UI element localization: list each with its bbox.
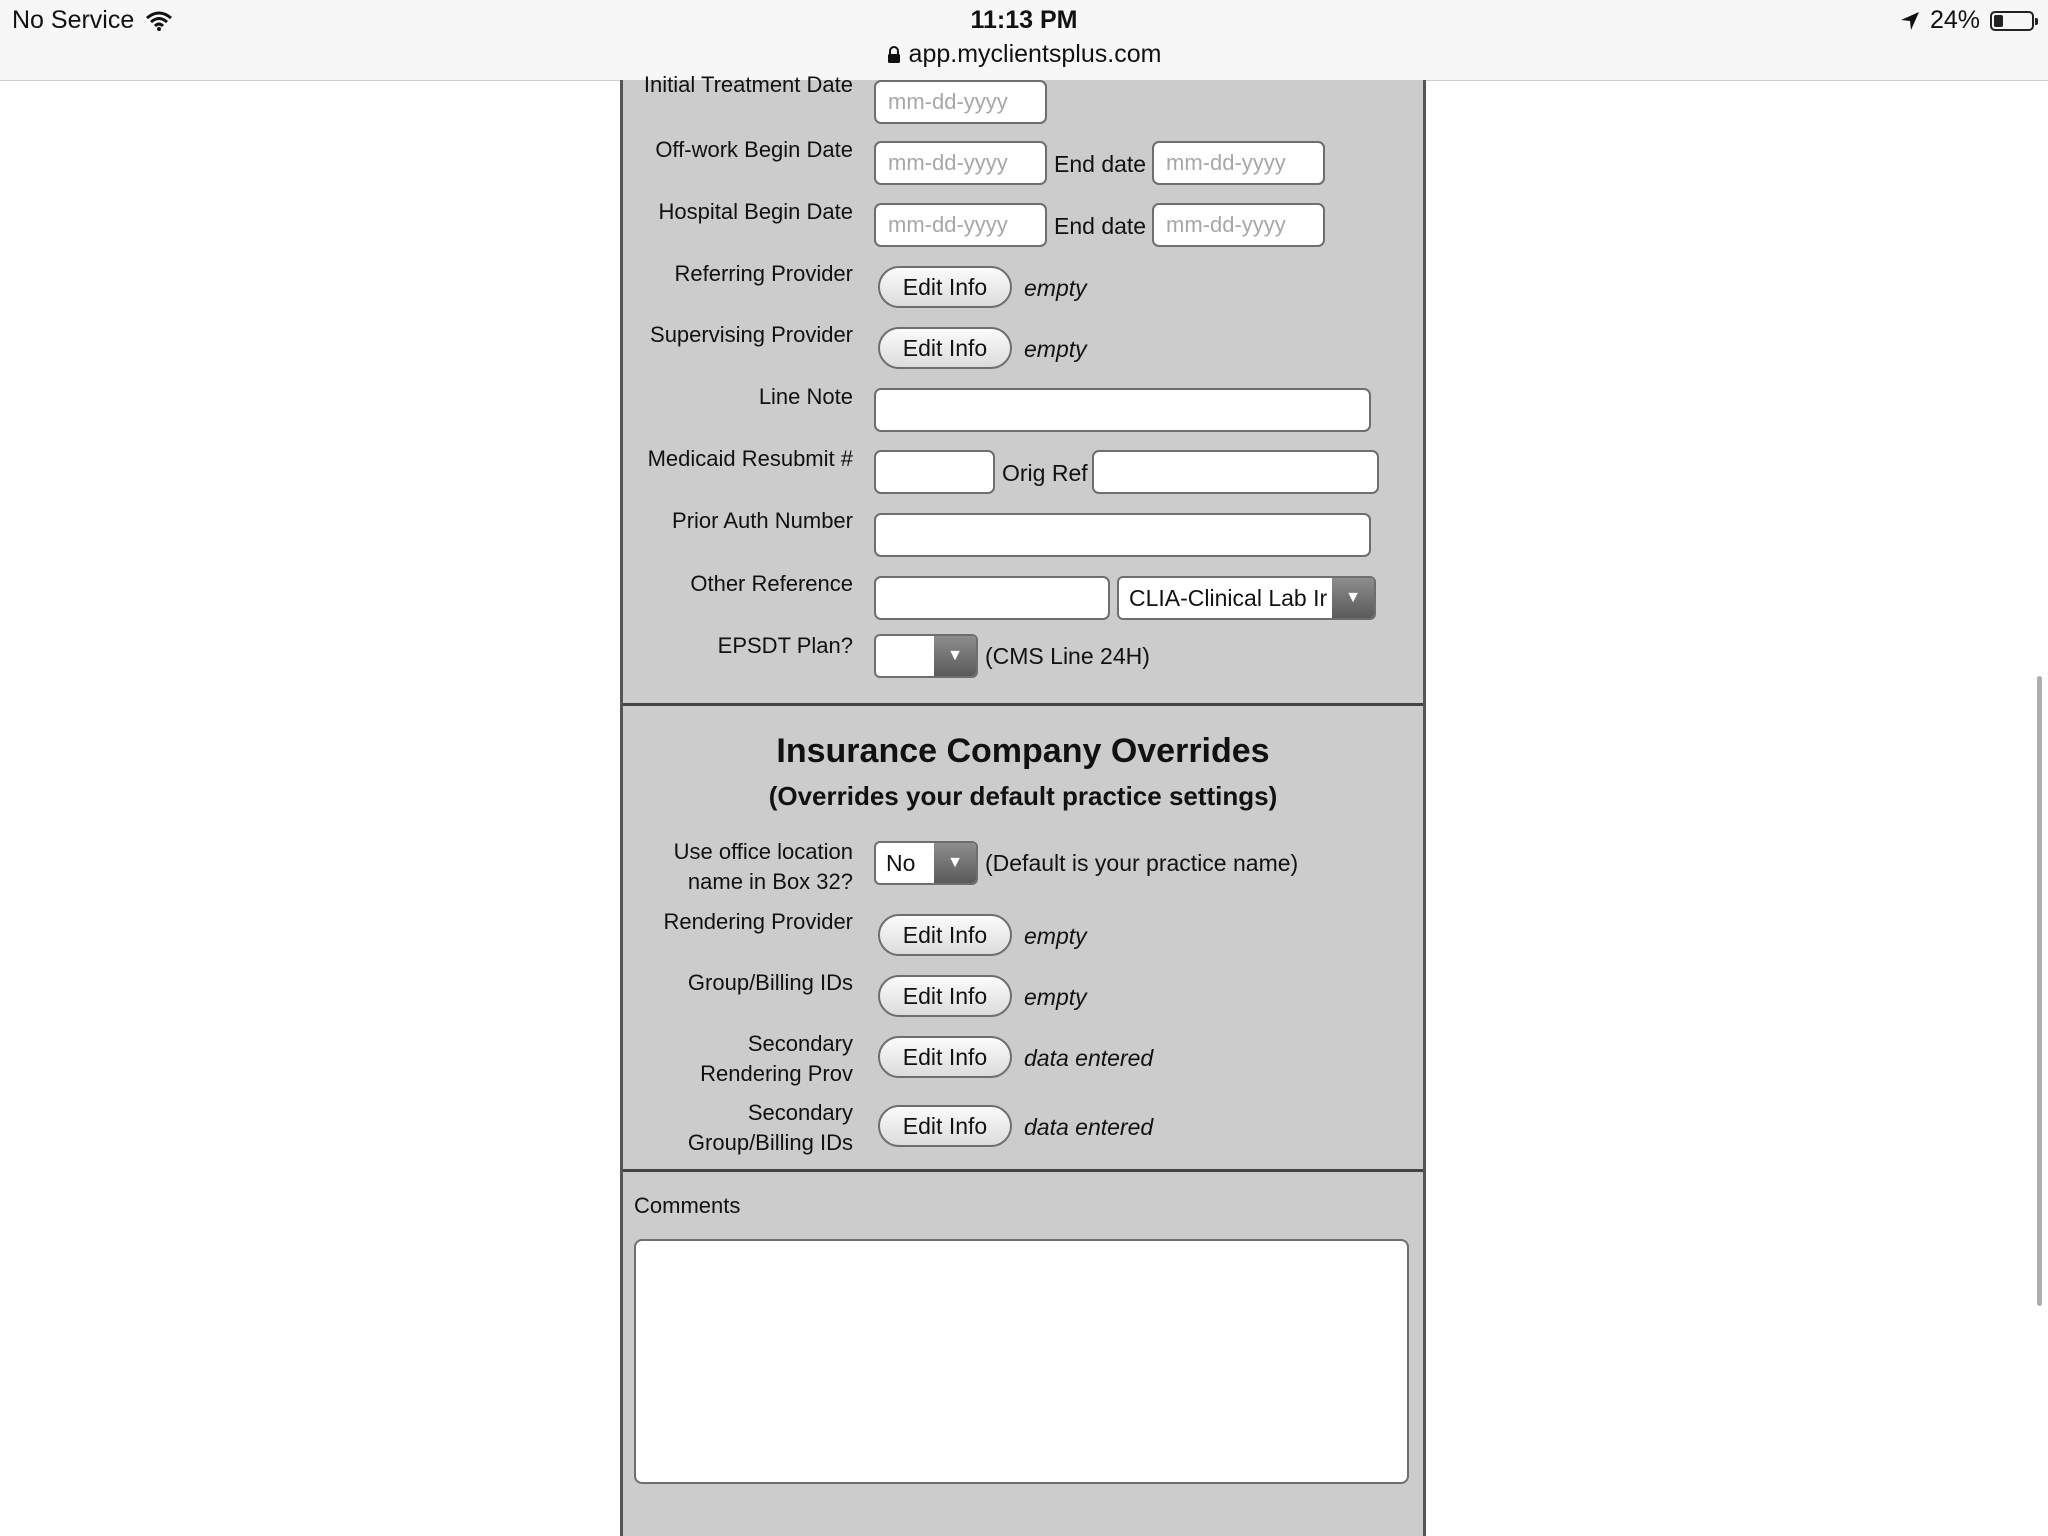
referring-provider-status: empty [1024,275,1087,301]
office-location-value: No [886,850,916,876]
clock: 11:13 PM [970,6,1078,34]
section-divider [623,1169,1423,1172]
offwork-begin-label: Off-work Begin Date [655,137,853,162]
status-right [1900,6,2034,35]
other-reference-input[interactable] [874,576,1110,620]
chevron-down-icon: ▼ [1332,578,1374,618]
lock-icon [887,46,901,64]
orig-ref-input[interactable] [1092,450,1379,494]
rendering-provider-edit-button[interactable]: Edit Info [878,914,1012,956]
other-reference-label: Other Reference [690,571,853,596]
prior-auth-label: Prior Auth Number [672,508,853,533]
group-billing-edit-button[interactable]: Edit Info [878,975,1012,1017]
comments-label: Comments [634,1193,741,1218]
secondary-rendering-label-1: Secondary [747,1031,853,1056]
chevron-down-icon: ▼ [934,843,976,883]
status-bar [0,0,2048,81]
overrides-subtitle: (Overrides your default practice settings) [768,781,1278,811]
claim-form-panel [620,72,1426,1536]
office-location-label-2: name in Box 32? [687,869,853,894]
rendering-provider-label: Rendering Provider [663,909,853,934]
line-note-input[interactable] [874,388,1371,432]
carrier-text: No Service [12,6,135,34]
group-billing-status: empty [1024,984,1087,1010]
prior-auth-input[interactable] [874,513,1371,557]
referring-provider-edit-button[interactable]: Edit Info [878,266,1012,308]
address-bar[interactable] [0,40,2048,69]
section-divider [623,703,1423,706]
battery-fill [1994,15,2003,27]
hospital-end-label: End date [1054,213,1147,239]
offwork-end-label: End date [1054,151,1147,177]
secondary-rendering-edit-button[interactable]: Edit Info [878,1036,1012,1078]
hospital-begin-date-input[interactable] [874,203,1047,247]
overrides-title: Insurance Company Overrides [776,732,1270,770]
chevron-down-icon: ▼ [934,636,976,676]
url-text: app.myclientsplus.com [908,40,1162,68]
secondary-group-edit-button[interactable]: Edit Info [878,1105,1012,1147]
secondary-group-label-1: Secondary [747,1100,853,1125]
secondary-rendering-label-2: Rendering Prov [700,1061,853,1086]
line-note-label: Line Note [758,384,853,409]
referring-provider-label: Referring Provider [674,261,853,286]
battery-percent: 24% [1929,6,1980,34]
orig-ref-label: Orig Ref [1002,460,1088,486]
battery-icon [1990,11,2034,31]
epsdt-plan-select[interactable] [874,634,978,678]
rendering-provider-status: empty [1024,923,1087,949]
secondary-rendering-status: data entered [1024,1045,1154,1071]
offwork-end-date-input[interactable] [1152,141,1325,185]
office-location-label-1: Use office location [673,839,853,864]
location-arrow-icon [1900,11,1920,31]
epsdt-plan-label: EPSDT Plan? [717,633,853,658]
initial-treatment-label: Initial Treatment Date [643,72,853,97]
medicaid-resubmit-label: Medicaid Resubmit # [647,446,853,471]
group-billing-label: Group/Billing IDs [687,970,853,995]
offwork-begin-date-input[interactable] [874,141,1047,185]
office-location-note: (Default is your practice name) [985,850,1299,876]
medicaid-resubmit-input[interactable] [874,450,995,494]
other-reference-type-select[interactable] [1117,576,1376,620]
secondary-group-label-2: Group/Billing IDs [687,1130,853,1155]
page-scrollbar[interactable] [2037,676,2042,1306]
initial-treatment-date-input[interactable] [874,80,1047,124]
secondary-group-status: data entered [1024,1114,1154,1140]
supervising-provider-status: empty [1024,336,1087,362]
supervising-provider-label: Supervising Provider [650,322,853,347]
comments-textarea[interactable] [634,1239,1409,1484]
epsdt-cms-note: (CMS Line 24H) [985,643,1150,669]
hospital-begin-label: Hospital Begin Date [658,199,853,224]
other-reference-type-value: CLIA-Clinical Lab Ir [1129,585,1328,611]
hospital-end-date-input[interactable] [1152,203,1325,247]
supervising-provider-edit-button[interactable]: Edit Info [878,327,1012,369]
office-location-select[interactable] [874,841,978,885]
